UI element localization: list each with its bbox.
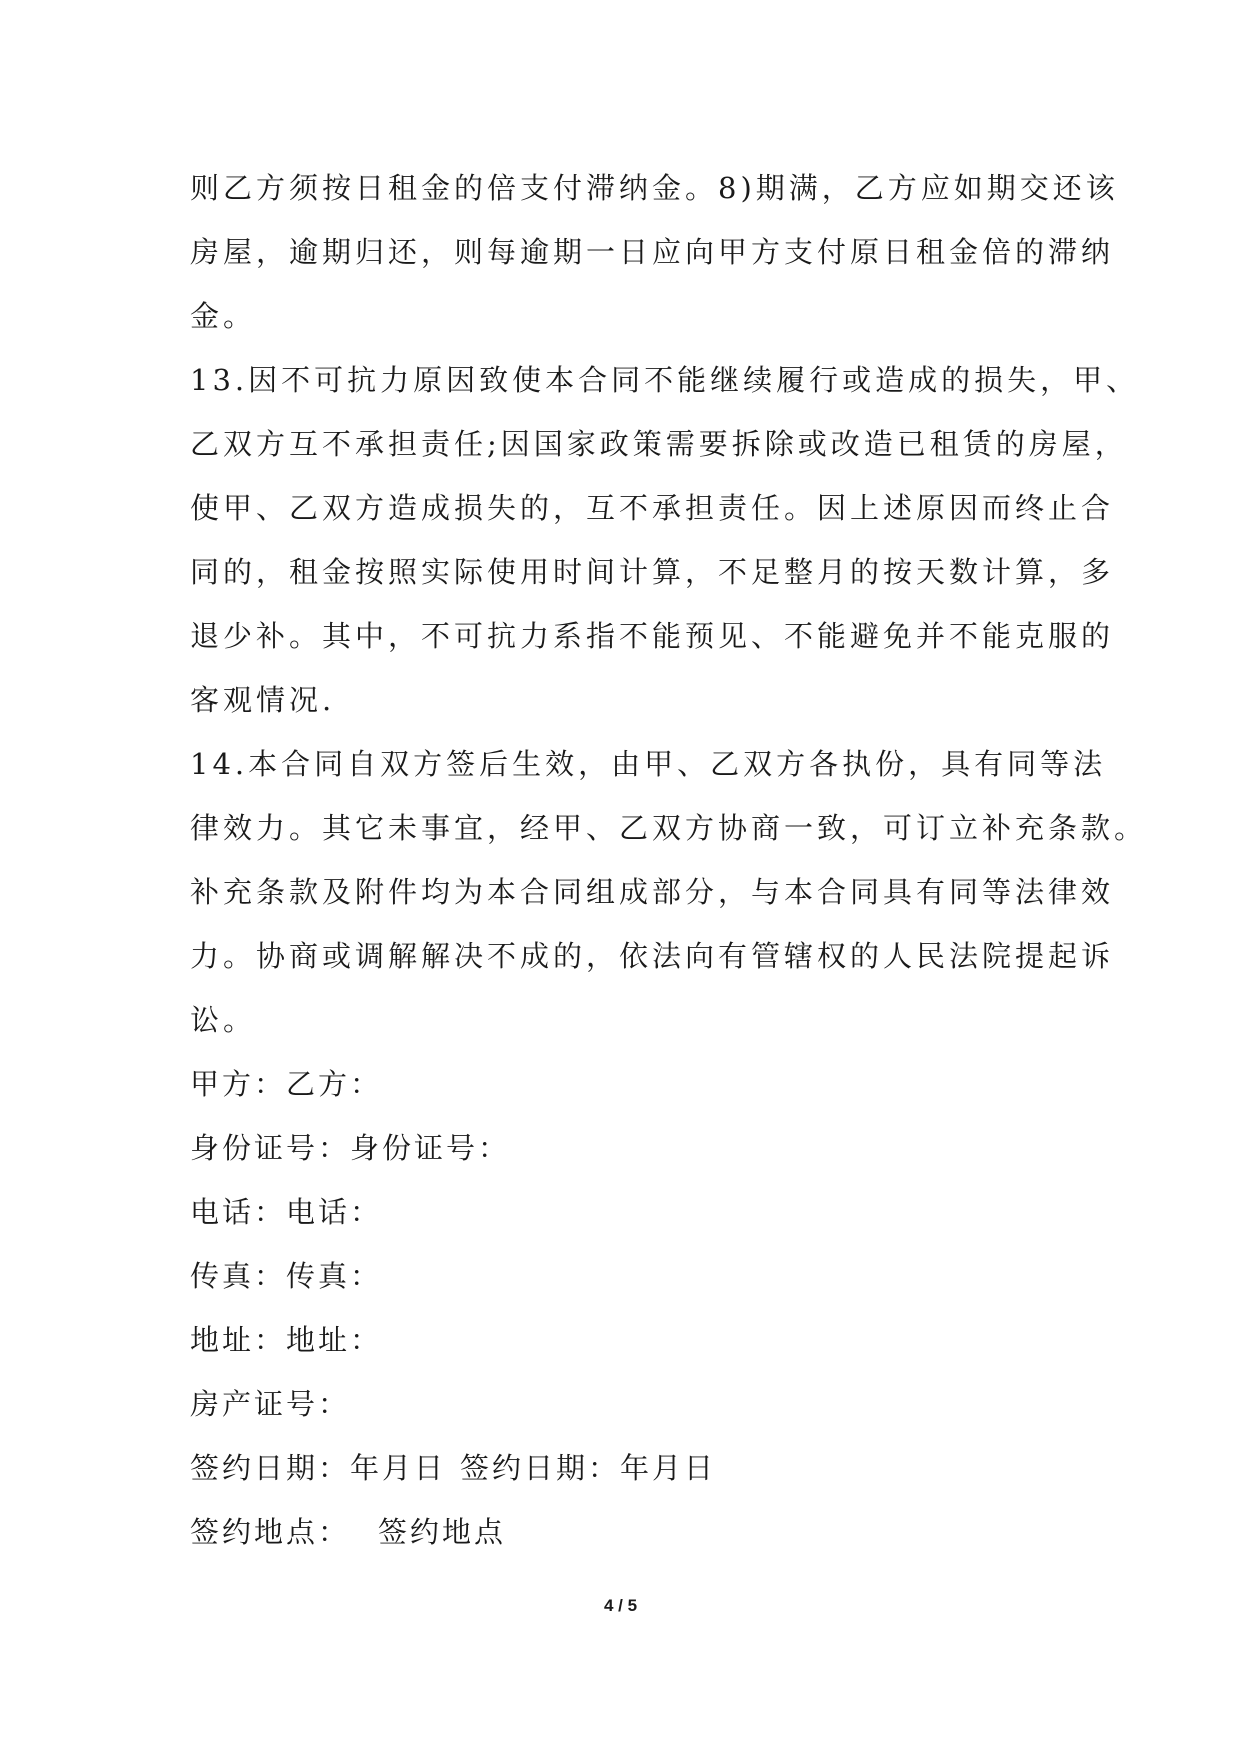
sign-place-row <box>190 1500 1070 1564</box>
sign-place-party-a: 签约地点： <box>190 1515 351 1549</box>
id-number-field: 身份证号：身份证号： <box>190 1131 511 1165</box>
clause-13-line: 同的，租金按照实际使用时间计算，不足整月的按天数计算，多 <box>190 555 1115 589</box>
clause-13-line: 乙双方互不承担责任;因国家政策需要拆除或改造已租赁的房屋， <box>190 427 1128 461</box>
clause-14-line: 补充条款及附件均为本合同组成部分，与本合同具有同等法律效 <box>190 875 1115 909</box>
sign-date-party-b: 签约日期：年月日 <box>460 1451 717 1485</box>
fax-field: 传真：传真： <box>190 1259 383 1293</box>
sign-date-row <box>190 1436 1070 1500</box>
clause-13-line: 退少补。其中，不可抗力系指不能预见、不能避免并不能克服的 <box>190 619 1115 653</box>
clause-14-line: 14.本合同自双方签后生效，由甲、乙双方各执份，具有同等法 <box>190 747 1107 781</box>
property-cert-field: 房产证号： <box>190 1387 351 1421</box>
contract-body <box>190 156 1148 1564</box>
parties-field: 甲方：乙方： <box>190 1067 383 1101</box>
clause-14-line: 律效力。其它未事宜，经甲、乙双方协商一致，可订立补充条款。 <box>190 811 1148 845</box>
page-number: 4 / 5 <box>603 1596 638 1615</box>
address-field: 地址：地址： <box>190 1323 383 1357</box>
clause-14-line: 讼。 <box>190 1003 257 1037</box>
paragraph-line: 金。 <box>190 299 257 333</box>
paragraph-line: 则乙方须按日租金的倍支付滞纳金。8)期满，乙方应如期交还该 <box>190 171 1119 205</box>
clause-13-line: 使甲、乙双方造成损失的，互不承担责任。因上述原因而终止合 <box>190 491 1115 525</box>
paragraph-line: 房屋，逾期归还，则每逾期一日应向甲方支付原日租金倍的滞纳 <box>190 235 1115 269</box>
clause-14-line: 力。协商或调解解决不成的，依法向有管辖权的人民法院提起诉 <box>190 939 1115 973</box>
sign-place-party-b: 签约地点 <box>378 1515 507 1549</box>
sign-date-party-a: 签约日期：年月日 <box>190 1451 447 1485</box>
phone-field: 电话：电话： <box>190 1195 383 1229</box>
clause-13-line: 13.因不可抗力原因致使本合同不能继续履行或造成的损失，甲、 <box>190 363 1140 397</box>
clause-13-line: 客观情况. <box>190 683 336 717</box>
